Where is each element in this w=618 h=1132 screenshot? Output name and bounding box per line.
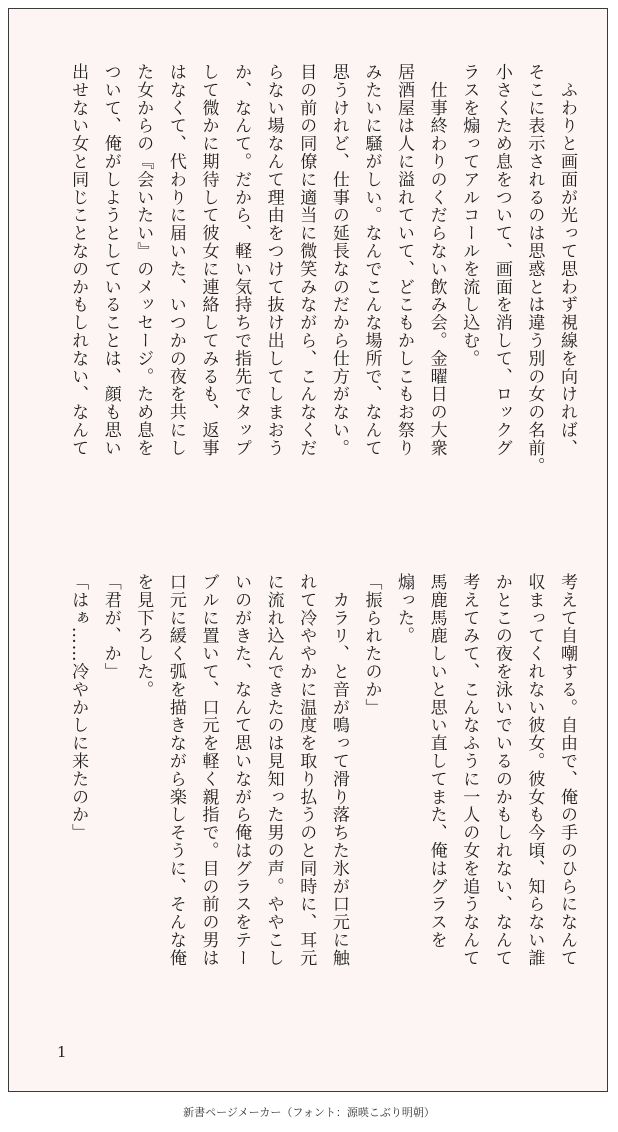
- book-page: [8, 8, 608, 1092]
- text-line: 口元に緩く弧を描きながら楽しそうに、そんな俺: [165, 573, 186, 967]
- text-line: かとこの夜を泳いでいるのかもしれない、なんて: [491, 573, 512, 967]
- text-line: 考えてみて、こんなふうに一人の女を追うなんて: [459, 573, 480, 967]
- text-line: 居酒屋は人に溢れていて、どこもかしこもお祭り: [394, 63, 415, 457]
- text-line: 煽った。: [394, 573, 415, 645]
- text-block-lower: [62, 573, 584, 1053]
- text-line: 仕事終わりのくだらない飲み会。金曜日の大衆: [426, 63, 447, 457]
- text-line: 考えて自嘲する。自由で、俺の手のひらになんて: [557, 573, 577, 967]
- text-line: ラスを煽ってアルコールを流し込む。: [459, 63, 480, 368]
- text-line: 馬鹿馬鹿しいと思い直してまた、俺はグラスを: [426, 573, 447, 949]
- text-line: に流れ込んできたのは見知った男の声。ややこし: [263, 573, 284, 967]
- text-line: カラリ、と音が鳴って滑り落ちた氷が口元に触: [328, 573, 349, 967]
- text-line: そこに表示されるのは思惑とは違う別の女の名前。: [524, 63, 545, 475]
- text-block-upper: [62, 63, 584, 543]
- text-line: はなくて、代わりに届いた、いつかの夜を共にし: [165, 63, 186, 457]
- text-line: して微かに期待して彼女に連絡してみるも、返事: [198, 63, 219, 457]
- text-line: 思うけれど、仕事の延長なのだから仕方がない。: [328, 63, 349, 457]
- text-line: 「君が、か」: [100, 573, 121, 681]
- text-line: らない場なんて理由をつけて抜け出してしまおう: [263, 63, 284, 457]
- text-line: 出せない女と同じことなのかもしれない、なんて: [68, 63, 89, 457]
- text-line: みたいに騒がしい。なんでこんな場所で、なんて: [361, 63, 382, 457]
- footer-caption: 新書ページメーカー（フォント：源暎こぶり明朝）: [183, 1106, 435, 1119]
- text-line: ついて、俺がしようとしていることは、顔も思い: [100, 63, 121, 457]
- text-line: を見下ろした。: [133, 573, 154, 699]
- text-line: いのがきた、なんて思いながら俺はグラスをテー: [231, 573, 252, 967]
- text-line: ふわりと画面が光って思わず視線を向ければ、: [557, 63, 577, 457]
- text-line: 「はぁ……冷やかしに来たのか」: [68, 573, 89, 842]
- text-line: た女からの『会いたい』のメッセージ。ため息を: [133, 63, 154, 457]
- text-line: 収まってくれない彼女。彼女も今頃、知らない誰: [524, 573, 545, 967]
- text-line: 小さくため息をついて、画面を消して、ロックグ: [491, 63, 512, 457]
- text-line: か、なんて。だから、軽い気持ちで指先でタップ: [231, 63, 252, 457]
- text-line: ブルに置いて、口元を軽く親指で。目の前の男は: [198, 573, 219, 967]
- text-line: 目の前の同僚に適当に微笑みながら、こんなくだ: [296, 63, 317, 457]
- page-number: 1: [57, 1043, 67, 1061]
- text-line: れて冷ややかに温度を取り払うのと同時に、耳元: [296, 573, 317, 967]
- text-line: 「振られたのか」: [361, 573, 382, 717]
